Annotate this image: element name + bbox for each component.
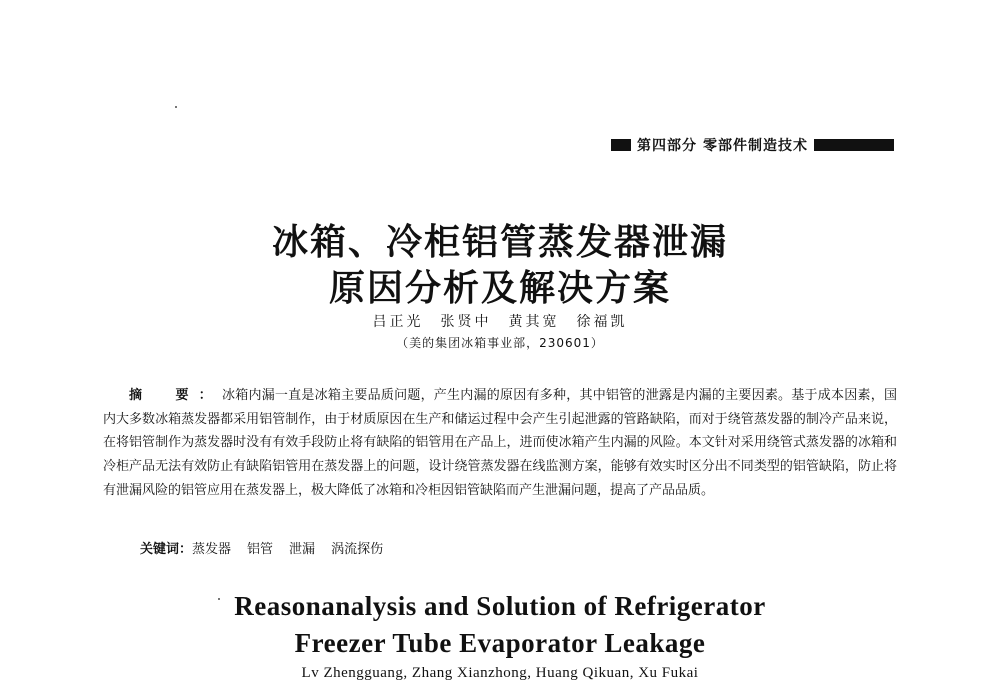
scan-speck [175, 106, 177, 108]
title-zh-line1: 冰箱、冷柜铝管蒸发器泄漏 [271, 221, 728, 263]
authors-en: Lv Zhengguang, Zhang Xianzhong, Huang Qikuan, Xu Fukai [301, 665, 699, 681]
authors-zh: 吕正光 张贤中 黄其宽 徐福凯 [372, 314, 628, 330]
keyword-item: 铝管 [247, 542, 274, 557]
section-header [611, 135, 894, 155]
title-en-line2: Freezer Tube Evaporator Leakage [294, 628, 706, 658]
title-en-line1: Reasonanalysis and Solution of Refrigerator [234, 591, 766, 621]
affiliation-zh: （美的集团冰箱事业部，230601） [396, 336, 604, 350]
keywords [140, 538, 399, 557]
abstract-text: 冰箱内漏一直是冰箱主要品质问题，产生内漏的原因有多种，其中铝管的泄露是内漏的主要因素。基于成本因素，国内大多数冰箱蒸发器都采用铝管制作，由于材质原因在生产和储运过程中会产生引起泄露的管路缺陷，而对于绕管蒸发器的制冷产品来说，在将铝管制作为蒸发器时没有有效手段防止将有缺陷的铝管用在产品上，进而使冰箱产生内漏的风险。本文针对采用绕管式蒸发器的冰箱和冷柜产品无法有效防止有缺陷铝管用在蒸发器上的问题，设计绕管蒸发器在线监测方案，能够有效实时区分出不同类型的铝管缺陷，防止将有泄漏风险的铝管应用在蒸发器上，极大降低了冰箱和冷柜因铝管缺陷而产生泄漏问题，提高了产品品质。 [103, 388, 897, 498]
keyword-item: 泄漏 [289, 542, 316, 557]
header-bar-left [611, 139, 631, 151]
keyword-item: 涡流探伤 [331, 542, 384, 557]
abstract-label: 摘 要： [129, 388, 222, 403]
section-category: 零部件制造技术 [703, 138, 808, 154]
header-bar-right [814, 139, 894, 151]
section-label: 第四部分 [637, 138, 697, 154]
keyword-item: 蒸发器 [192, 542, 232, 557]
abstract [103, 384, 897, 503]
keywords-label: 关键词： [140, 542, 193, 557]
title-zh-line2: 原因分析及解决方案 [328, 267, 671, 309]
